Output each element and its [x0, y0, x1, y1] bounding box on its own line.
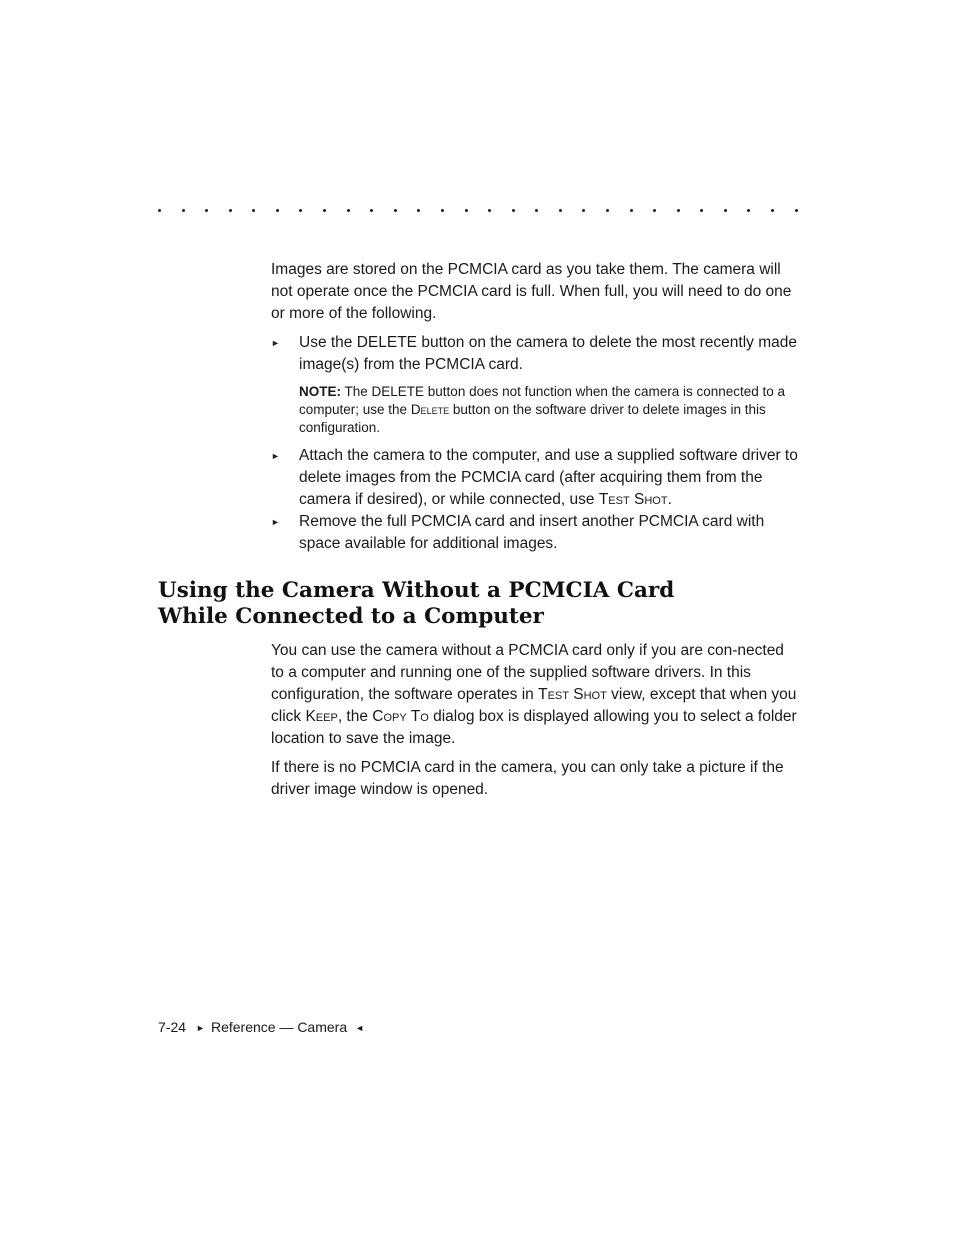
bullet-arrow-icon: ► [271, 517, 280, 527]
rule-dot [559, 209, 562, 212]
list-item-text: Remove the full PCMCIA card and insert another PCMCIA card with space available for additional images. [299, 513, 765, 552]
rule-dot [700, 209, 703, 212]
note-block [299, 383, 791, 437]
list-item-text: Attach the camera to the computer, and use a supplied software driver to delete images from the PCMCIA card (after acquiring them from the camera if desired), or while connected, use Test Shot. [299, 447, 798, 508]
rule-dot [582, 209, 585, 212]
rule-dot [747, 209, 750, 212]
page-footer [158, 1018, 364, 1037]
test-shot-term: Test Shot [538, 686, 607, 703]
rule-dot [535, 209, 538, 212]
bullet-arrow-icon: ► [271, 451, 280, 461]
delete-term: Delete [410, 402, 450, 417]
keep-term: Keep [305, 708, 338, 725]
right-arrow-icon: ► [196, 1023, 205, 1033]
rule-dot [347, 209, 350, 212]
rule-dot [441, 209, 444, 212]
section-heading-line-1: Using the Camera Without a PCMCIA Card [158, 578, 675, 603]
note-text: The DELETE button does not function when the camera is connected to a computer; use the [299, 384, 786, 417]
rule-dot [299, 209, 302, 212]
list-item-text: Use the DELETE button on the camera to delete the most recently made image(s) from the PCMCIA card. [299, 334, 797, 373]
rule-dot [606, 209, 609, 212]
test-shot-term: Test Shot [598, 491, 668, 508]
section-paragraph-2: If there is no PCMCIA card in the camera, you can only take a picture if the driver image window is opened. [271, 759, 784, 798]
rule-dot [252, 209, 255, 212]
rule-dot [182, 209, 185, 212]
rule-dot [229, 209, 232, 212]
rule-dot [158, 209, 161, 212]
page-number: 7-24 [158, 1019, 187, 1035]
rule-dot [323, 209, 326, 212]
rule-dot [370, 209, 373, 212]
bullet-arrow-icon: ► [271, 338, 280, 348]
chapter-title: Reference — Camera [210, 1019, 348, 1035]
note-text-end: button on the software driver to delete images in this configuration. [299, 402, 766, 435]
rule-dot [771, 209, 774, 212]
rule-dot [417, 209, 420, 212]
rule-dot [630, 209, 633, 212]
rule-dot [276, 209, 279, 212]
rule-dot [795, 209, 798, 212]
rule-dot [512, 209, 515, 212]
rule-dot [724, 209, 727, 212]
section-heading [158, 578, 798, 630]
copy-to-term: Copy To [372, 708, 429, 725]
section-heading-line-2: While Connected to a Computer [158, 604, 544, 629]
rule-dot [488, 209, 491, 212]
dotted-rule [158, 203, 798, 217]
rule-dot [205, 209, 208, 212]
rule-dot [653, 209, 656, 212]
section-paragraph-1: You can use the camera without a PCMCIA card only if you are con-nected to a computer and running one of the supplied software drivers. In this configuration, the software operates in Test Shot view, except that when you click Keep, the Copy To dialog box is displayed allowing you to select a folder location to save the image. [271, 642, 797, 747]
rule-dot [677, 209, 680, 212]
left-arrow-icon: ◄ [355, 1023, 365, 1033]
rule-dot [465, 209, 468, 212]
note-label: NOTE: [299, 384, 341, 399]
intro-paragraph: Images are stored on the PCMCIA card as you take them. The camera will not operate once the PCMCIA card is full. When full, you will need to do one or more of the following. [271, 261, 792, 322]
rule-dot [394, 209, 397, 212]
